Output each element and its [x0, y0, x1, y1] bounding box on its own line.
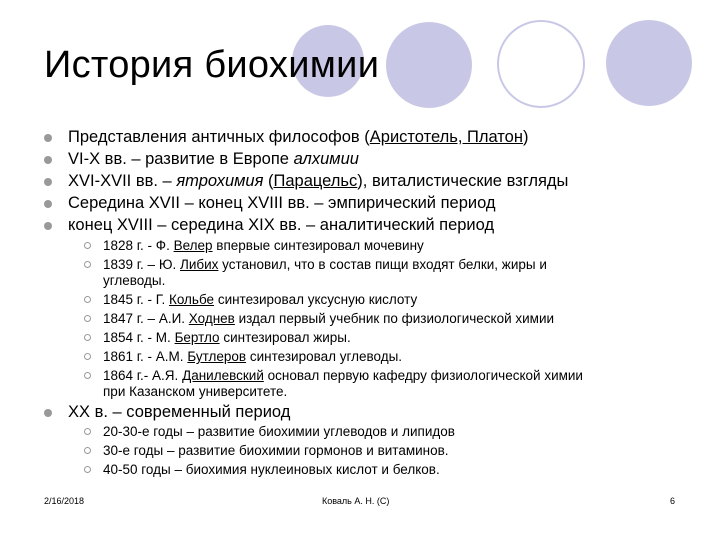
sub-bullet-text: установил, что в состав пищи входят белки, жиры и: [218, 257, 547, 272]
sub-bullet-item: [103, 330, 351, 345]
footer-date: 2/16/2018: [44, 496, 85, 506]
sub-bullet-item: [103, 257, 547, 272]
bullet-emphasis: ятрохимия: [176, 172, 264, 190]
bullet-text: (: [263, 172, 274, 190]
paracelsus-link: Парацельс: [273, 172, 358, 190]
scientist-link: Кольбе: [168, 292, 215, 307]
scientist-link: Бертло: [174, 330, 220, 345]
philosophers-link: Аристотель, Платон: [369, 128, 523, 146]
sub-bullet-item: [103, 311, 554, 326]
ring-bullet-icon: [84, 466, 91, 473]
sub-bullet-text: 1828 г. - Ф.: [103, 238, 174, 253]
sub-bullet-text: 1861 г. - А.М.: [103, 349, 188, 364]
ring-bullet-icon: [84, 428, 91, 435]
sub-bullet-text: синтезировал уксусную кислоту: [214, 292, 418, 307]
bullet-dot-icon: [44, 409, 52, 417]
scientist-link: Данилевский: [182, 368, 264, 383]
bullet-item: [68, 128, 528, 147]
sub-bullet-text: 1839 г. – Ю.: [103, 257, 180, 272]
sub-bullet-item: [103, 462, 440, 477]
sub-bullet-continuation: [103, 273, 165, 288]
sub-bullet-text: 1864 г.- А.Я.: [103, 368, 183, 383]
ring-bullet-icon: [84, 334, 91, 341]
sub-bullet-text: 40-50 годы – биохимия нуклеиновых кислот и белков.: [103, 462, 440, 477]
sub-bullet-text: 20-30-е годы – развитие биохимии углеводов и липидов: [103, 424, 455, 439]
bullet-dot-icon: [44, 200, 52, 208]
ring-bullet-icon: [84, 353, 91, 360]
slide-title: История биохимии: [44, 44, 380, 86]
sub-bullet-text: синтезировал жиры.: [219, 330, 351, 345]
sub-bullet-text: издал первый учебник по физиологической химии: [234, 311, 555, 326]
scientist-link: Велер: [173, 238, 213, 253]
sub-bullet-text: впервые синтезировал мочевину: [212, 238, 424, 253]
scientist-link: Либих: [179, 257, 219, 272]
sub-bullet-item: [103, 368, 583, 383]
ring-bullet-icon: [84, 242, 91, 249]
sub-bullet-text: синтезировал углеводы.: [246, 349, 403, 364]
bullet-text: конец XVIII – середина XIX вв. – аналитический период: [68, 216, 495, 234]
sub-bullet-continuation: [103, 384, 287, 399]
sub-bullet-item: [103, 292, 417, 307]
sub-bullet-text: основал первую кафедру физиологической химии: [263, 368, 583, 383]
footer-page-number: 6: [670, 496, 676, 506]
ring-bullet-icon: [84, 296, 91, 303]
sub-bullet-text: 1845 г. - Г.: [103, 292, 169, 307]
ring-bullet-icon: [84, 447, 91, 454]
bullet-text: Представления античных философов (: [68, 128, 370, 146]
bullet-text: ), виталистические взгляды: [357, 172, 569, 190]
bullet-text: XX в. – современный период: [68, 403, 291, 421]
bullet-dot-icon: [44, 156, 52, 164]
sub-bullet-text: при Казанском университете.: [103, 384, 288, 399]
sub-bullet-text: 1847 г. – А.И.: [103, 311, 189, 326]
bullet-item: [68, 150, 359, 169]
bullet-emphasis: алхимии: [293, 150, 359, 168]
sub-bullet-text: 1854 г. - М.: [103, 330, 175, 345]
bullet-item: [68, 172, 568, 191]
bullet-item: [68, 194, 496, 213]
ring-bullet-icon: [84, 261, 91, 268]
ring-bullet-icon: [84, 315, 91, 322]
sub-bullet-item: [103, 238, 424, 253]
bullet-item: [68, 403, 290, 422]
sub-bullet-text: углеводы.: [103, 273, 166, 288]
footer-author: Коваль А. Н. (C): [322, 496, 390, 506]
bullet-text: VI-X вв. – развитие в Европе: [68, 150, 294, 168]
bullet-dot-icon: [44, 222, 52, 230]
scientist-link: Бутлеров: [187, 349, 247, 364]
bullet-item: [68, 216, 494, 235]
scientist-link: Ходнев: [188, 311, 235, 326]
sub-bullet-text: 30-е годы – развитие биохимии гормонов и витаминов.: [103, 443, 449, 458]
bullet-text: ): [522, 128, 529, 146]
ring-bullet-icon: [84, 372, 91, 379]
bullet-dot-icon: [44, 134, 52, 142]
bullet-text: XVI-XVII вв. –: [68, 172, 177, 190]
bullet-dot-icon: [44, 178, 52, 186]
sub-bullet-item: [103, 349, 402, 364]
sub-bullet-item: [103, 443, 449, 458]
sub-bullet-item: [103, 424, 455, 439]
bullet-text: Середина XVII – конец XVIII вв. – эмпирический период: [68, 194, 496, 212]
